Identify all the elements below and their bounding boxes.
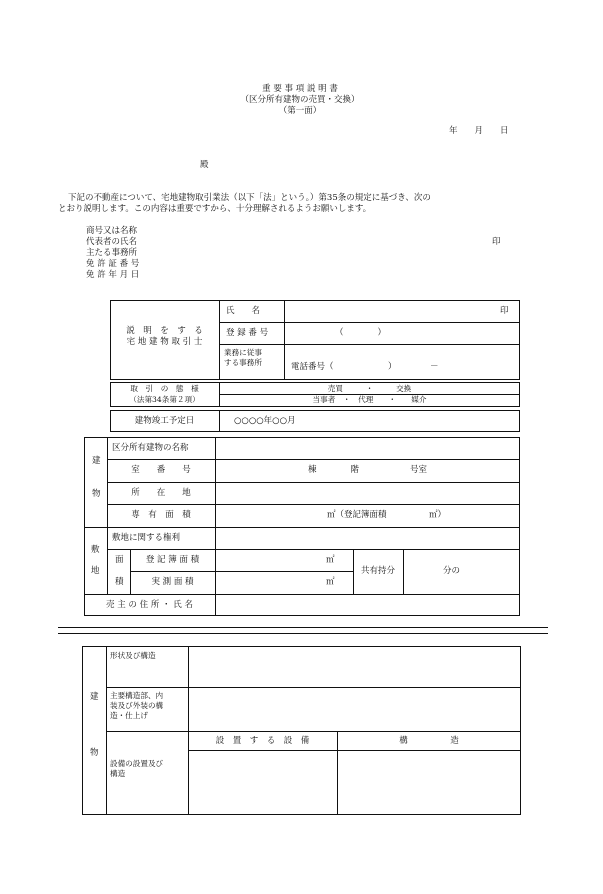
main-structure-label-1: 主要構造部、内 (110, 691, 164, 700)
share-value: 分の (443, 566, 461, 576)
page2-side-2: 物 (90, 748, 99, 758)
explainer-group-label-2: 宅 地 建 物 取 引 士 (126, 337, 203, 347)
page-label: （第一面） (278, 106, 322, 116)
dealer-name-label: 商号又は名称 (86, 226, 138, 236)
explainer-office-label-1: 業務に従事 (224, 348, 262, 357)
transaction-row-1: 売買 ・ 交換 (327, 384, 412, 393)
location-label: 所 在 地 (131, 488, 191, 498)
area-side-1: 面 (115, 555, 124, 565)
intro-line-1: 下記の不動産について、宅地建物取引業法（以下「法」という。）第35条の規定に基づき、次の (68, 193, 431, 203)
share-label: 共有持分 (360, 566, 395, 576)
date-field: 年 月 日 (449, 126, 509, 136)
measured-area-label: 実 測 面 積 (151, 577, 194, 587)
document-subtitle: （区分所有建物の売買・交換） (240, 95, 360, 105)
seller-label: 売 主 の 住 所 ・ 氏 名 (106, 600, 193, 610)
dealer-seal: 印 (492, 237, 501, 247)
site-side-1: 敷 (91, 545, 100, 555)
document-title: 重 要 事 項 説 明 書 (262, 84, 338, 94)
section-divider-bottom (58, 633, 548, 634)
dealer-license-no-label: 免 許 証 番 号 (86, 259, 140, 269)
building-name-label: 区分所有建物の名称 (112, 443, 189, 453)
building-side-2: 物 (92, 489, 101, 499)
section-divider-top (58, 627, 548, 628)
measured-area-unit: ㎡ (326, 577, 335, 587)
building-side-1: 建 (92, 456, 101, 466)
explainer-name-label: 氏 名 (226, 306, 261, 316)
transaction-label-1: 取 引 の 態 様 (130, 384, 199, 393)
dealer-license-date-label: 免 許 年 月 日 (86, 270, 140, 280)
page2-side-1: 建 (90, 692, 99, 702)
exclusive-area-label: 専 有 面 積 (131, 510, 191, 520)
explainer-reg-label: 登 録 番 号 (226, 328, 269, 338)
main-structure-label-3: 造・仕上げ (110, 711, 148, 720)
explainer-group-label-1: 説 明 を す る (126, 326, 203, 336)
intro-line-2: とおり説明します。この内容は重要ですから、十分理解されるようお願いします。 (58, 204, 372, 214)
site-side-2: 地 (91, 566, 100, 576)
explainer-phone-dash: － (430, 362, 439, 372)
addressee-suffix: 殿 (200, 160, 209, 170)
registered-area-label: 登 記 簿 面 積 (145, 555, 200, 565)
area-side-2: 積 (115, 577, 124, 587)
dealer-office-label: 主たる事務所 (86, 248, 138, 258)
transaction-row-2: 当事者 ・ 代理 ・ 媒介 (312, 395, 427, 404)
explainer-phone-close: ） (388, 362, 397, 372)
col-structure-header: 構 造 (399, 736, 459, 746)
equipment-label-2: 構造 (110, 769, 126, 778)
explainer-seal: 印 (500, 306, 509, 316)
exclusive-area-value: ㎡（登記簿面積 ㎡） (327, 510, 447, 520)
dealer-representative-label: 代表者の氏名 (86, 237, 138, 247)
site-rights-label: 敷地に関する権利 (112, 533, 181, 543)
transaction-label-2: （法第34条第２項） (129, 395, 200, 404)
explainer-office-label-2: する事務所 (224, 358, 262, 367)
col-equipment-header: 設 置 す る 設 備 (215, 736, 310, 746)
explainer-reg-value: （ ） (335, 328, 387, 338)
explainer-phone-label: 電話番号（ (291, 362, 334, 372)
equipment-label-1: 設備の設置及び (110, 759, 164, 768)
room-number-value: 棟 階 号室 (307, 465, 427, 475)
registered-area-unit: ㎡ (326, 555, 335, 565)
room-number-label: 室 番 号 (131, 465, 191, 475)
main-structure-label-2: 装及び外装の構 (110, 701, 164, 710)
completion-value: ○○○○年○○月 (234, 416, 296, 426)
completion-label: 建物竣工予定日 (134, 416, 195, 426)
shape-structure-label: 形状及び構造 (110, 651, 156, 660)
